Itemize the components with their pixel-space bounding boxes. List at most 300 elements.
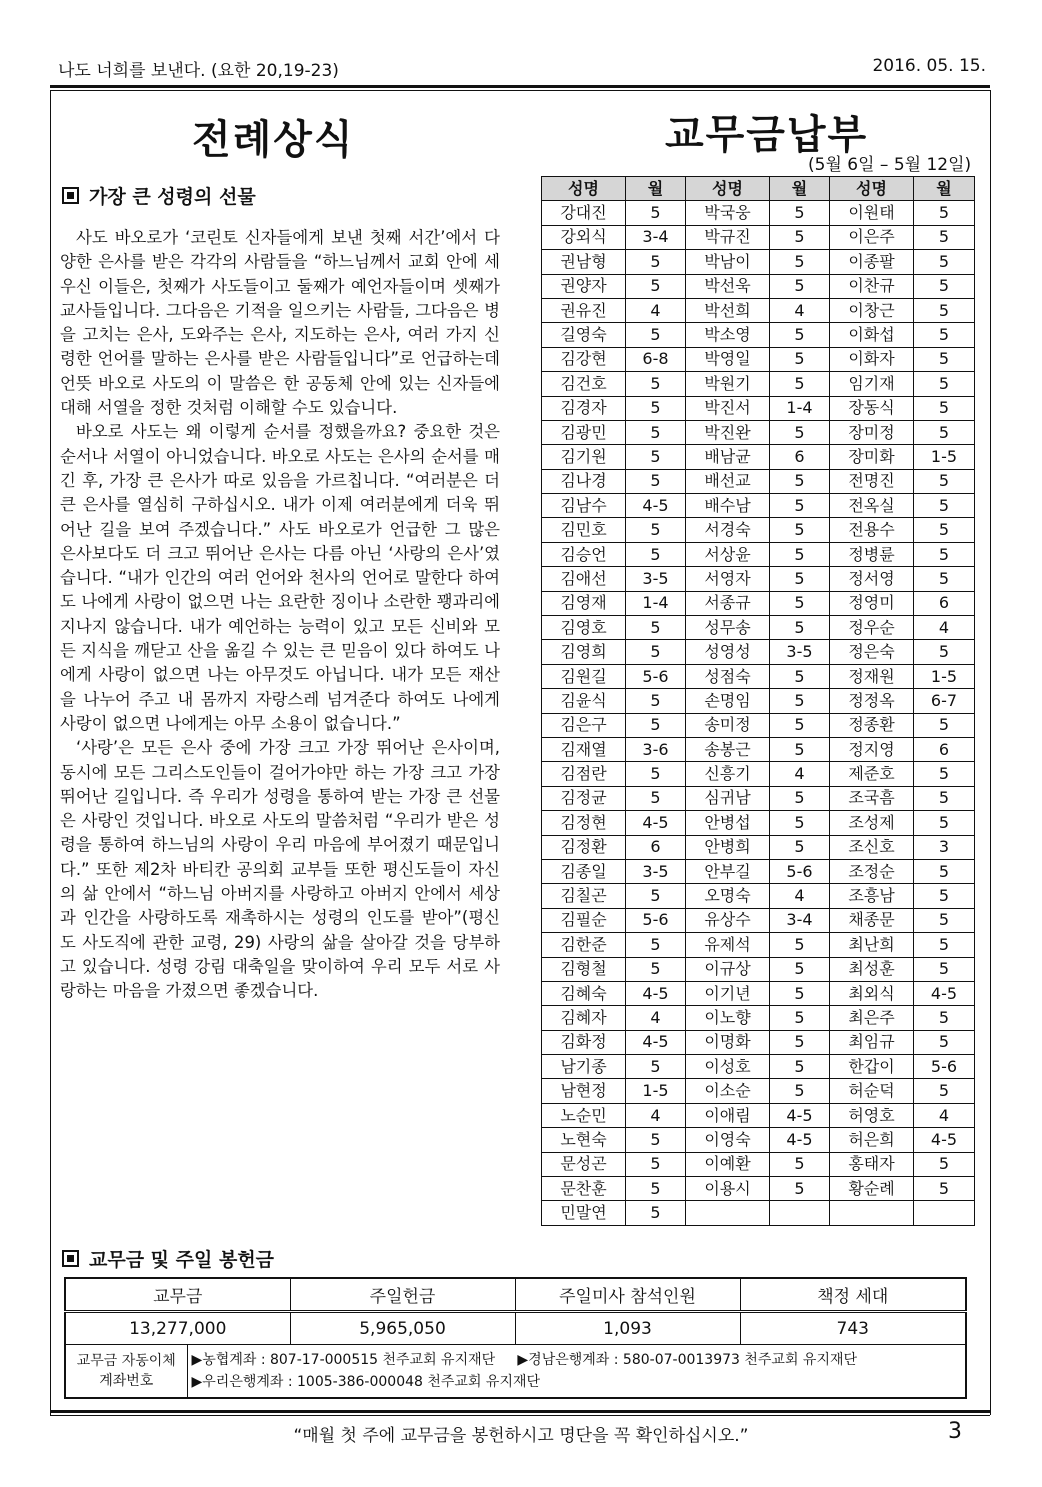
summary-account-row [65, 1345, 966, 1399]
member-month-cell: 4-5 [626, 811, 686, 835]
member-name-cell: 최임규 [830, 1030, 914, 1054]
table-row [542, 323, 975, 347]
article-paragraph-3: ‘사랑’은 모든 은사 중에 가장 크고 가장 뛰어난 은사이며, 동시에 모든 그리스도인들이 걸어가야만 하는 가장 크고 가장 뛰어난 길입니다. 즉 우리가 성령을 통하여 받는 가장 큰 선물은 사랑인 것입니다. 바오로 사도의 말씀처럼 “우리가 받은 성령을 통하여 하느님의 사랑이 우리 마음에 부어졌기 때문입니다.” 또한 제2차 바티칸 공의회 교부들 또한 평신도들이 자신의 삶 안에서 “하느님 아버지를 사랑하고 아버지 안에서 세상과 인간을 사랑하도록 재촉하시는 성령의 인도를 받아”(평신도 사도직에 관한 교령, 29) 사랑의 삶을 살아갈 것을 당부하고 있습니다. 성령 강림 대축일을 맞이하여 우리 모두 서로 사랑하는 마음을 가졌으면 좋겠습니다. [60, 738, 500, 1001]
member-month-cell: 5 [914, 640, 975, 664]
member-month-cell: 5 [770, 616, 830, 640]
summary-col-dues: 교무금 [65, 1278, 290, 1312]
member-name-cell: 이은주 [830, 225, 914, 249]
member-name-cell: 김나경 [542, 469, 626, 493]
member-month-cell: 5 [626, 469, 686, 493]
table-row [542, 957, 975, 981]
table-row [542, 201, 975, 225]
table-row [542, 518, 975, 542]
member-name-cell: 정지영 [830, 737, 914, 761]
member-month-cell: 5 [770, 372, 830, 396]
table-row [542, 762, 975, 786]
member-month-cell: 5 [770, 1177, 830, 1201]
article-heading-text: 가장 큰 성령의 선물 [89, 186, 256, 208]
member-month-cell: 5 [914, 1177, 975, 1201]
table-row [542, 616, 975, 640]
member-month-cell: 5 [770, 737, 830, 761]
member-name-cell: 김민호 [542, 518, 626, 542]
table-row [542, 347, 975, 371]
table-row [542, 1128, 975, 1152]
member-month-cell: 5 [914, 567, 975, 591]
col-name-2: 성명 [686, 177, 770, 201]
frame-left [50, 90, 51, 1415]
col-month-3: 월 [914, 177, 975, 201]
member-name-cell: 송봉근 [686, 737, 770, 761]
member-name-cell: 김한준 [542, 933, 626, 957]
member-month-cell: 5 [770, 689, 830, 713]
member-month-cell: 5 [770, 1006, 830, 1030]
member-month-cell: 3-4 [770, 908, 830, 932]
member-month-cell: 3-6 [626, 737, 686, 761]
member-name-cell: 박소영 [686, 323, 770, 347]
table-row [542, 420, 975, 444]
member-name-cell: 노순민 [542, 1103, 626, 1127]
table-row [542, 567, 975, 591]
member-name-cell: 조정순 [830, 859, 914, 883]
member-month-cell: 5 [626, 1152, 686, 1176]
member-month-cell: 5 [914, 494, 975, 518]
member-name-cell: 길영숙 [542, 323, 626, 347]
member-month-cell: 5 [770, 811, 830, 835]
member-name-cell: 이원태 [830, 201, 914, 225]
table-row [542, 469, 975, 493]
member-month-cell: 5 [914, 1152, 975, 1176]
member-month-cell [914, 1201, 975, 1225]
member-month-cell [770, 1201, 830, 1225]
member-month-cell: 5 [770, 786, 830, 810]
table-row [542, 1055, 975, 1079]
member-month-cell: 3-5 [770, 640, 830, 664]
member-month-cell: 5 [914, 908, 975, 932]
member-name-cell: 채종문 [830, 908, 914, 932]
table-row [542, 933, 975, 957]
member-month-cell: 5 [770, 347, 830, 371]
member-name-cell: 김화정 [542, 1030, 626, 1054]
member-month-cell: 5 [770, 957, 830, 981]
member-name-cell [686, 1201, 770, 1225]
member-name-cell: 문찬훈 [542, 1177, 626, 1201]
member-name-cell: 김건호 [542, 372, 626, 396]
member-name-cell: 유제석 [686, 933, 770, 957]
member-month-cell: 5 [914, 811, 975, 835]
member-name-cell: 성영성 [686, 640, 770, 664]
member-month-cell: 3-5 [626, 567, 686, 591]
table-row [542, 664, 975, 688]
member-month-cell: 4 [626, 298, 686, 322]
member-name-cell [830, 1201, 914, 1225]
member-name-cell: 서종규 [686, 591, 770, 615]
dues-table [541, 176, 975, 1226]
member-name-cell: 송미정 [686, 713, 770, 737]
table-row [542, 250, 975, 274]
member-month-cell: 5 [770, 1079, 830, 1103]
member-month-cell: 5 [914, 1006, 975, 1030]
member-month-cell: 5 [626, 689, 686, 713]
member-month-cell: 5 [626, 640, 686, 664]
table-row [542, 274, 975, 298]
member-name-cell: 장미화 [830, 445, 914, 469]
member-name-cell: 김칠곤 [542, 884, 626, 908]
member-month-cell: 5 [914, 884, 975, 908]
member-month-cell: 5 [626, 445, 686, 469]
member-month-cell: 5 [770, 933, 830, 957]
member-name-cell: 김정현 [542, 811, 626, 835]
member-name-cell: 조흥남 [830, 884, 914, 908]
member-month-cell: 5 [770, 664, 830, 688]
member-month-cell: 5 [914, 786, 975, 810]
member-month-cell: 5 [626, 420, 686, 444]
member-month-cell: 4-5 [626, 1030, 686, 1054]
member-name-cell: 홍태자 [830, 1152, 914, 1176]
table-row [542, 445, 975, 469]
member-month-cell: 5 [770, 542, 830, 566]
member-month-cell: 6-8 [626, 347, 686, 371]
member-month-cell: 6 [914, 737, 975, 761]
col-month-2: 월 [770, 177, 830, 201]
summary-value-row [65, 1312, 966, 1345]
member-month-cell: 5 [770, 494, 830, 518]
member-month-cell: 5 [914, 1079, 975, 1103]
member-month-cell: 5 [626, 786, 686, 810]
member-name-cell: 박선희 [686, 298, 770, 322]
member-month-cell: 5 [914, 201, 975, 225]
member-month-cell: 5 [626, 884, 686, 908]
member-month-cell: 5 [914, 323, 975, 347]
summary-households-value: 743 [740, 1312, 966, 1345]
summary-col-households: 책정 세대 [740, 1278, 966, 1312]
member-month-cell: 5 [626, 1128, 686, 1152]
member-month-cell: 5 [770, 201, 830, 225]
member-month-cell: 6 [914, 591, 975, 615]
table-row [542, 884, 975, 908]
member-month-cell: 6-7 [914, 689, 975, 713]
table-row [542, 835, 975, 859]
summary-table [64, 1277, 967, 1399]
member-name-cell: 김은구 [542, 713, 626, 737]
table-row [542, 372, 975, 396]
member-month-cell: 5 [770, 274, 830, 298]
member-name-cell: 박국웅 [686, 201, 770, 225]
member-name-cell: 허은희 [830, 1128, 914, 1152]
table-row [542, 1177, 975, 1201]
member-name-cell: 김기원 [542, 445, 626, 469]
member-month-cell: 5 [770, 1030, 830, 1054]
summary-header-row [65, 1278, 966, 1312]
member-name-cell: 최성훈 [830, 957, 914, 981]
member-month-cell: 5 [626, 542, 686, 566]
member-name-cell: 김원길 [542, 664, 626, 688]
table-row [542, 737, 975, 761]
member-name-cell: 박진완 [686, 420, 770, 444]
summary-dues-value: 13,277,000 [65, 1312, 290, 1345]
member-name-cell: 박영일 [686, 347, 770, 371]
member-name-cell: 이애림 [686, 1103, 770, 1127]
member-month-cell: 5-6 [626, 908, 686, 932]
table-row [542, 713, 975, 737]
member-name-cell: 성무송 [686, 616, 770, 640]
member-month-cell: 5 [914, 542, 975, 566]
member-name-cell: 남현정 [542, 1079, 626, 1103]
member-month-cell: 3-4 [626, 225, 686, 249]
member-name-cell: 박선욱 [686, 274, 770, 298]
member-name-cell: 김광민 [542, 420, 626, 444]
member-month-cell: 5 [914, 713, 975, 737]
summary-heading [62, 1245, 274, 1272]
member-month-cell: 5 [770, 1055, 830, 1079]
member-month-cell: 1-4 [626, 591, 686, 615]
member-month-cell: 5 [770, 518, 830, 542]
header-date: 2016. 05. 15. [872, 56, 986, 76]
footer-rule-thin [50, 1415, 990, 1416]
member-month-cell: 5 [914, 396, 975, 420]
account-line-2: ▶우리은행계좌 : 1005-386-000048 천주교회 유지재단 [191, 1374, 541, 1390]
member-name-cell: 정병륜 [830, 542, 914, 566]
member-month-cell: 4-5 [770, 1103, 830, 1127]
member-name-cell: 김승언 [542, 542, 626, 566]
frame-right [990, 90, 991, 1415]
member-month-cell: 6 [626, 835, 686, 859]
member-name-cell: 김경자 [542, 396, 626, 420]
member-month-cell: 5 [626, 957, 686, 981]
header-verse: 나도 너희를 보낸다. (요한 20,19-23) [58, 61, 339, 81]
account-label-line-1: 교무금 자동이체 [76, 1353, 176, 1369]
member-name-cell: 박남이 [686, 250, 770, 274]
member-month-cell: 5 [626, 616, 686, 640]
member-name-cell: 제준호 [830, 762, 914, 786]
table-row [542, 981, 975, 1005]
member-name-cell: 장동식 [830, 396, 914, 420]
member-name-cell: 장미정 [830, 420, 914, 444]
article-body [60, 226, 500, 1004]
liturgy-title: 전례상식 [192, 117, 355, 163]
member-month-cell: 5 [626, 713, 686, 737]
footer-note: “매월 첫 주에 교무금을 봉헌하시고 명단을 꼭 확인하십시오.” [293, 1426, 749, 1446]
table-row [542, 396, 975, 420]
member-name-cell: 남기종 [542, 1055, 626, 1079]
member-name-cell: 강대진 [542, 201, 626, 225]
member-name-cell: 정영미 [830, 591, 914, 615]
table-row [542, 859, 975, 883]
member-name-cell: 배수남 [686, 494, 770, 518]
member-name-cell: 전명진 [830, 469, 914, 493]
article-heading [62, 182, 256, 209]
member-month-cell: 4 [626, 1103, 686, 1127]
member-month-cell: 1-5 [914, 664, 975, 688]
member-month-cell: 5-6 [626, 664, 686, 688]
member-name-cell: 김영재 [542, 591, 626, 615]
member-name-cell: 이명화 [686, 1030, 770, 1054]
member-month-cell: 5 [770, 591, 830, 615]
member-name-cell: 이예환 [686, 1152, 770, 1176]
member-month-cell: 5 [914, 274, 975, 298]
dues-title: 교무금납부 [665, 112, 869, 158]
member-month-cell: 5 [626, 250, 686, 274]
member-month-cell: 4 [770, 298, 830, 322]
member-month-cell: 5 [914, 250, 975, 274]
member-name-cell: 최은주 [830, 1006, 914, 1030]
table-row [542, 1006, 975, 1030]
member-name-cell: 조신호 [830, 835, 914, 859]
table-row [542, 1079, 975, 1103]
member-month-cell: 4-5 [914, 1128, 975, 1152]
member-name-cell: 배선교 [686, 469, 770, 493]
member-name-cell: 최외식 [830, 981, 914, 1005]
table-row [542, 494, 975, 518]
member-name-cell: 황순례 [830, 1177, 914, 1201]
table-row [542, 1201, 975, 1225]
member-name-cell: 이기년 [686, 981, 770, 1005]
member-name-cell: 이화섭 [830, 323, 914, 347]
member-month-cell: 5 [914, 957, 975, 981]
member-name-cell: 이규상 [686, 957, 770, 981]
member-month-cell: 4-5 [626, 981, 686, 1005]
member-name-cell: 심귀남 [686, 786, 770, 810]
account-label-line-2: 계좌번호 [99, 1373, 154, 1389]
table-row [542, 811, 975, 835]
member-name-cell: 오명숙 [686, 884, 770, 908]
member-name-cell: 노현숙 [542, 1128, 626, 1152]
member-month-cell: 5 [914, 1030, 975, 1054]
summary-attendance-value: 1,093 [515, 1312, 740, 1345]
member-name-cell: 임기재 [830, 372, 914, 396]
member-name-cell: 전용수 [830, 518, 914, 542]
table-row [542, 225, 975, 249]
summary-col-offering: 주일헌금 [290, 1278, 515, 1312]
member-month-cell: 5 [626, 1055, 686, 1079]
dues-header-row [542, 177, 975, 201]
member-name-cell: 김필순 [542, 908, 626, 932]
member-name-cell: 김정환 [542, 835, 626, 859]
member-name-cell: 김남수 [542, 494, 626, 518]
member-name-cell: 김영희 [542, 640, 626, 664]
member-name-cell: 이찬규 [830, 274, 914, 298]
member-month-cell: 5 [770, 420, 830, 444]
member-month-cell: 5 [914, 469, 975, 493]
member-name-cell: 전옥실 [830, 494, 914, 518]
member-name-cell: 이성호 [686, 1055, 770, 1079]
account-info [187, 1345, 966, 1399]
member-month-cell: 4 [770, 762, 830, 786]
member-name-cell: 김형철 [542, 957, 626, 981]
member-name-cell: 서영자 [686, 567, 770, 591]
member-name-cell: 김재열 [542, 737, 626, 761]
member-name-cell: 서경숙 [686, 518, 770, 542]
member-name-cell: 이화자 [830, 347, 914, 371]
member-name-cell: 정우순 [830, 616, 914, 640]
member-month-cell: 4 [914, 1103, 975, 1127]
member-name-cell: 유상수 [686, 908, 770, 932]
col-name-3: 성명 [830, 177, 914, 201]
member-month-cell: 1-4 [770, 396, 830, 420]
account-label [65, 1345, 187, 1399]
member-name-cell: 성점숙 [686, 664, 770, 688]
member-name-cell: 김정균 [542, 786, 626, 810]
member-name-cell: 김애선 [542, 567, 626, 591]
member-month-cell: 5 [770, 250, 830, 274]
member-name-cell: 박진서 [686, 396, 770, 420]
member-month-cell: 5 [770, 1152, 830, 1176]
member-month-cell: 5 [626, 396, 686, 420]
summary-col-attendance: 주일미사 참석인원 [515, 1278, 740, 1312]
member-name-cell: 정은숙 [830, 640, 914, 664]
member-month-cell: 5 [770, 225, 830, 249]
member-month-cell: 5 [770, 981, 830, 1005]
member-month-cell: 5 [914, 372, 975, 396]
member-name-cell: 김강현 [542, 347, 626, 371]
table-row [542, 1152, 975, 1176]
member-name-cell: 정정옥 [830, 689, 914, 713]
member-month-cell: 6 [770, 445, 830, 469]
account-line-1: ▶농협계좌 : 807-17-000515 천주교회 유지재단 ▶경남은행계좌 : 580-07-0013973 천주교회 유지재단 [191, 1352, 858, 1368]
member-name-cell: 서상윤 [686, 542, 770, 566]
member-month-cell: 4 [770, 884, 830, 908]
table-row [542, 786, 975, 810]
dues-date-range: (5월 6일 – 5월 12일) [808, 155, 972, 175]
member-month-cell: 4 [914, 616, 975, 640]
member-name-cell: 박규진 [686, 225, 770, 249]
member-month-cell: 5-6 [914, 1055, 975, 1079]
member-month-cell: 5 [914, 420, 975, 444]
member-name-cell: 이영숙 [686, 1128, 770, 1152]
member-name-cell: 권남형 [542, 250, 626, 274]
table-row [542, 542, 975, 566]
col-name-1: 성명 [542, 177, 626, 201]
member-name-cell: 배남균 [686, 445, 770, 469]
square-bullet-icon [62, 187, 79, 204]
page-number: 3 [948, 1419, 962, 1444]
col-month-1: 월 [626, 177, 686, 201]
table-row [542, 1030, 975, 1054]
member-month-cell: 3-5 [626, 859, 686, 883]
table-row [542, 591, 975, 615]
member-month-cell: 4-5 [770, 1128, 830, 1152]
footer-rule [50, 1410, 990, 1413]
member-name-cell: 김혜숙 [542, 981, 626, 1005]
member-name-cell: 이종팔 [830, 250, 914, 274]
member-month-cell: 5 [914, 859, 975, 883]
member-name-cell: 허순덕 [830, 1079, 914, 1103]
member-month-cell: 5 [626, 933, 686, 957]
member-name-cell: 이소순 [686, 1079, 770, 1103]
summary-offering-value: 5,965,050 [290, 1312, 515, 1345]
member-month-cell: 5 [770, 713, 830, 737]
member-month-cell: 5 [626, 1177, 686, 1201]
member-month-cell: 4 [626, 1006, 686, 1030]
member-month-cell: 5 [914, 347, 975, 371]
member-month-cell: 5 [770, 323, 830, 347]
member-name-cell: 김혜자 [542, 1006, 626, 1030]
member-name-cell: 최난희 [830, 933, 914, 957]
member-month-cell: 5 [626, 762, 686, 786]
member-month-cell: 4-5 [914, 981, 975, 1005]
member-name-cell: 허영호 [830, 1103, 914, 1127]
header-rule [50, 85, 990, 88]
article-paragraph-2: 바오로 사도는 왜 이렇게 순서를 정했을까요? 중요한 것은 순서나 서열이 아니었습니다. 바오로 사도는 은사의 순서를 매긴 후, 가장 큰 은사가 따로 있음을 가르칩니다. “여러분은 더 큰 은사를 열심히 구하십시오. 내가 이제 여러분에게 더욱 뛰어난 길을 보여 주겠습니다.” 사도 바오로가 언급한 그 많은 은사보다도 더 크고 뛰어난 은사는 다름 아닌 ‘사랑의 은사’였습니다. “내가 인간의 여러 언어와 천사의 언어로 말한다 하여도 나에게 사랑이 없으면 나는 요란한 징이나 소란한 꽹과리에 지나지 않습니다. 내가 예언하는 능력이 있고 모든 신비와 모든 지식을 깨닫고 산을 옮길 수 있는 큰 믿음이 있다 하여도 나에게 사랑이 없으면 나는 아무것도 아닙니다. 내가 모든 재산을 나누어 주고 내 몸까지 자랑스레 넘겨준다 하여도 나에게 사랑이 없으면 나에게는 아무 소용이 없습니다.” [60, 422, 500, 733]
member-name-cell: 권양자 [542, 274, 626, 298]
member-name-cell: 안부길 [686, 859, 770, 883]
member-month-cell: 5 [770, 567, 830, 591]
member-name-cell: 박원기 [686, 372, 770, 396]
member-name-cell: 문성곤 [542, 1152, 626, 1176]
member-name-cell: 김윤식 [542, 689, 626, 713]
member-name-cell: 조성제 [830, 811, 914, 835]
member-name-cell: 안병섭 [686, 811, 770, 835]
member-name-cell: 민말연 [542, 1201, 626, 1225]
